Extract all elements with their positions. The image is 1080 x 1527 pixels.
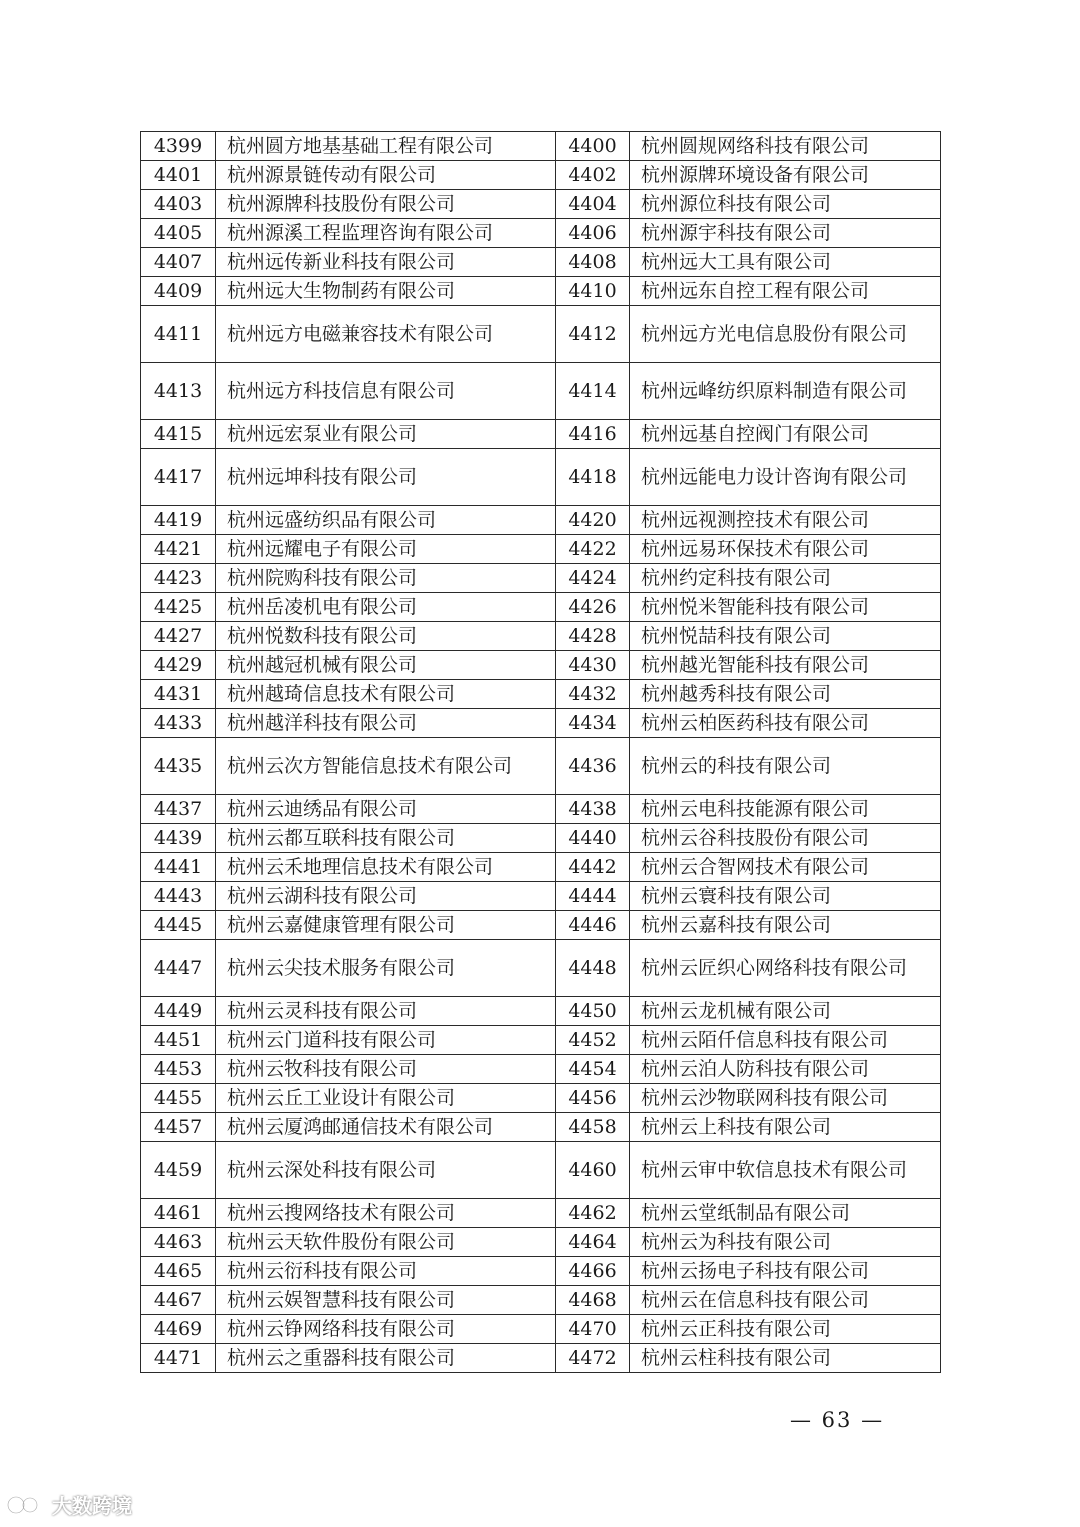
table-row [141, 593, 941, 622]
table-row [141, 1026, 941, 1055]
entry-number: 4446 [556, 911, 630, 940]
company-name: 杭州圆方地基基础工程有限公司 [216, 132, 556, 161]
entry-number: 4464 [556, 1228, 630, 1257]
table-row [141, 622, 941, 651]
company-name: 杭州远基自控阀门有限公司 [630, 420, 941, 449]
table-row [141, 363, 941, 420]
table-row [141, 449, 941, 506]
entry-number: 4458 [556, 1113, 630, 1142]
table-row [141, 190, 941, 219]
company-name: 杭州源景链传动有限公司 [216, 161, 556, 190]
entry-number: 4453 [141, 1055, 216, 1084]
table-row [141, 853, 941, 882]
table-row [141, 1228, 941, 1257]
page-number: — 63 — [790, 1408, 885, 1432]
entry-number: 4410 [556, 277, 630, 306]
table-row [141, 420, 941, 449]
company-name: 杭州云沙物联网科技有限公司 [630, 1084, 941, 1113]
entry-number: 4418 [556, 449, 630, 506]
table-row [141, 651, 941, 680]
entry-number: 4471 [141, 1344, 216, 1373]
company-name: 杭州悦米智能科技有限公司 [630, 593, 941, 622]
company-name: 杭州云堂纸制品有限公司 [630, 1199, 941, 1228]
company-name: 杭州远传新业科技有限公司 [216, 248, 556, 277]
entry-number: 4423 [141, 564, 216, 593]
table-row [141, 1113, 941, 1142]
entry-number: 4419 [141, 506, 216, 535]
company-name: 杭州远峰纺织原料制造有限公司 [630, 363, 941, 420]
entry-number: 4470 [556, 1315, 630, 1344]
entry-number: 4413 [141, 363, 216, 420]
entry-number: 4469 [141, 1315, 216, 1344]
entry-number: 4457 [141, 1113, 216, 1142]
entry-number: 4452 [556, 1026, 630, 1055]
table-row [141, 564, 941, 593]
company-name: 杭州远大生物制药有限公司 [216, 277, 556, 306]
entry-number: 4462 [556, 1199, 630, 1228]
table-row [141, 535, 941, 564]
entry-number: 4420 [556, 506, 630, 535]
entry-number: 4429 [141, 651, 216, 680]
entry-number: 4430 [556, 651, 630, 680]
table-row [141, 277, 941, 306]
company-name: 杭州圆规网络科技有限公司 [630, 132, 941, 161]
company-name: 杭州云丘工业设计有限公司 [216, 1084, 556, 1113]
entry-number: 4450 [556, 997, 630, 1026]
company-name: 杭州悦喆科技有限公司 [630, 622, 941, 651]
entry-number: 4428 [556, 622, 630, 651]
company-name: 杭州源宇科技有限公司 [630, 219, 941, 248]
entry-number: 4439 [141, 824, 216, 853]
entry-number: 4467 [141, 1286, 216, 1315]
company-name: 杭州云的科技有限公司 [630, 738, 941, 795]
company-name: 杭州云搜网络技术有限公司 [216, 1199, 556, 1228]
company-name: 杭州越琦信息技术有限公司 [216, 680, 556, 709]
table-row [141, 506, 941, 535]
table-row [141, 795, 941, 824]
company-name: 杭州云都互联科技有限公司 [216, 824, 556, 853]
entry-number: 4436 [556, 738, 630, 795]
entry-number: 4411 [141, 306, 216, 363]
entry-number: 4443 [141, 882, 216, 911]
entry-number: 4432 [556, 680, 630, 709]
company-name: 杭州远视测控技术有限公司 [630, 506, 941, 535]
entry-number: 4442 [556, 853, 630, 882]
entry-number: 4448 [556, 940, 630, 997]
entry-number: 4449 [141, 997, 216, 1026]
entry-number: 4454 [556, 1055, 630, 1084]
table-row [141, 1199, 941, 1228]
entry-number: 4425 [141, 593, 216, 622]
company-name: 杭州远方科技信息有限公司 [216, 363, 556, 420]
company-name: 杭州云次方智能信息技术有限公司 [216, 738, 556, 795]
entry-number: 4440 [556, 824, 630, 853]
company-name: 杭州云谷科技股份有限公司 [630, 824, 941, 853]
company-name: 杭州远耀电子有限公司 [216, 535, 556, 564]
company-name: 杭州云柱科技有限公司 [630, 1344, 941, 1373]
company-name: 杭州云审中软信息技术有限公司 [630, 1142, 941, 1199]
company-list-table [140, 131, 941, 1373]
entry-number: 4441 [141, 853, 216, 882]
table-row [141, 1315, 941, 1344]
company-name: 杭州云娱智慧科技有限公司 [216, 1286, 556, 1315]
company-name: 杭州云电科技能源有限公司 [630, 795, 941, 824]
table-row [141, 1055, 941, 1084]
company-name: 杭州云匠织心网络科技有限公司 [630, 940, 941, 997]
company-name: 杭州源溪工程监理咨询有限公司 [216, 219, 556, 248]
entry-number: 4438 [556, 795, 630, 824]
table-row [141, 1344, 941, 1373]
company-name: 杭州云合智网技术有限公司 [630, 853, 941, 882]
company-name: 杭州云之重器科技有限公司 [216, 1344, 556, 1373]
entry-number: 4427 [141, 622, 216, 651]
entry-number: 4434 [556, 709, 630, 738]
table-row [141, 161, 941, 190]
entry-number: 4401 [141, 161, 216, 190]
entry-number: 4466 [556, 1257, 630, 1286]
company-name: 杭州云牧科技有限公司 [216, 1055, 556, 1084]
company-name: 杭州云迪绣品有限公司 [216, 795, 556, 824]
company-name: 杭州源牌环境设备有限公司 [630, 161, 941, 190]
company-name: 杭州云灵科技有限公司 [216, 997, 556, 1026]
watermark-text: 大数跨境 [52, 1494, 132, 1518]
table-row [141, 997, 941, 1026]
company-name: 杭州云寰科技有限公司 [630, 882, 941, 911]
entry-number: 4412 [556, 306, 630, 363]
table-row [141, 306, 941, 363]
company-name: 杭州云龙机械有限公司 [630, 997, 941, 1026]
company-name: 杭州云嘉科技有限公司 [630, 911, 941, 940]
company-name: 杭州云扬电子科技有限公司 [630, 1257, 941, 1286]
table-row [141, 1084, 941, 1113]
company-name: 杭州云泊人防科技有限公司 [630, 1055, 941, 1084]
company-name: 杭州云铮网络科技有限公司 [216, 1315, 556, 1344]
company-name: 杭州越光智能科技有限公司 [630, 651, 941, 680]
company-name: 杭州源牌科技股份有限公司 [216, 190, 556, 219]
company-name: 杭州云陌仟信息科技有限公司 [630, 1026, 941, 1055]
company-name: 杭州越秀科技有限公司 [630, 680, 941, 709]
table-row [141, 882, 941, 911]
entry-number: 4414 [556, 363, 630, 420]
entry-number: 4463 [141, 1228, 216, 1257]
entry-number: 4407 [141, 248, 216, 277]
company-name: 杭州云上科技有限公司 [630, 1113, 941, 1142]
entry-number: 4433 [141, 709, 216, 738]
entry-number: 4405 [141, 219, 216, 248]
table-row [141, 709, 941, 738]
table-row [141, 1286, 941, 1315]
entry-number: 4421 [141, 535, 216, 564]
entry-number: 4459 [141, 1142, 216, 1199]
table-body [141, 132, 941, 1373]
table-row [141, 911, 941, 940]
entry-number: 4445 [141, 911, 216, 940]
company-name: 杭州云厦鸿邮通信技术有限公司 [216, 1113, 556, 1142]
company-name: 杭州越冠机械有限公司 [216, 651, 556, 680]
company-name: 杭州云嘉健康管理有限公司 [216, 911, 556, 940]
entry-number: 4451 [141, 1026, 216, 1055]
company-name: 杭州远宏泵业有限公司 [216, 420, 556, 449]
company-name: 杭州云为科技有限公司 [630, 1228, 941, 1257]
company-name: 杭州云在信息科技有限公司 [630, 1286, 941, 1315]
company-name: 杭州云衍科技有限公司 [216, 1257, 556, 1286]
company-name: 杭州云正科技有限公司 [630, 1315, 941, 1344]
table-row [141, 940, 941, 997]
entry-number: 4435 [141, 738, 216, 795]
company-name: 杭州悦数科技有限公司 [216, 622, 556, 651]
entry-number: 4461 [141, 1199, 216, 1228]
entry-number: 4472 [556, 1344, 630, 1373]
company-name: 杭州院购科技有限公司 [216, 564, 556, 593]
entry-number: 4404 [556, 190, 630, 219]
entry-number: 4456 [556, 1084, 630, 1113]
company-name: 杭州云柏医药科技有限公司 [630, 709, 941, 738]
company-name: 杭州远坤科技有限公司 [216, 449, 556, 506]
entry-number: 4400 [556, 132, 630, 161]
table-row [141, 680, 941, 709]
company-name: 杭州远东自控工程有限公司 [630, 277, 941, 306]
entry-number: 4426 [556, 593, 630, 622]
entry-number: 4417 [141, 449, 216, 506]
entry-number: 4455 [141, 1084, 216, 1113]
entry-number: 4408 [556, 248, 630, 277]
company-name: 杭州云深处科技有限公司 [216, 1142, 556, 1199]
company-name: 杭州远大工具有限公司 [630, 248, 941, 277]
table-row [141, 248, 941, 277]
entry-number: 4447 [141, 940, 216, 997]
company-name: 杭州源位科技有限公司 [630, 190, 941, 219]
company-name: 杭州云天软件股份有限公司 [216, 1228, 556, 1257]
entry-number: 4465 [141, 1257, 216, 1286]
entry-number: 4431 [141, 680, 216, 709]
entry-number: 4415 [141, 420, 216, 449]
entry-number: 4460 [556, 1142, 630, 1199]
entry-number: 4424 [556, 564, 630, 593]
company-name: 杭州约定科技有限公司 [630, 564, 941, 593]
company-name: 杭州远方光电信息股份有限公司 [630, 306, 941, 363]
entry-number: 4422 [556, 535, 630, 564]
entry-number: 4406 [556, 219, 630, 248]
company-name: 杭州远易环保技术有限公司 [630, 535, 941, 564]
watermark-logo-icon [6, 1493, 46, 1517]
entry-number: 4399 [141, 132, 216, 161]
company-name: 杭州云尖技术服务有限公司 [216, 940, 556, 997]
entry-number: 4409 [141, 277, 216, 306]
entry-number: 4403 [141, 190, 216, 219]
company-name: 杭州云禾地理信息技术有限公司 [216, 853, 556, 882]
entry-number: 4416 [556, 420, 630, 449]
company-name: 杭州岳凌机电有限公司 [216, 593, 556, 622]
company-name: 杭州远盛纺织品有限公司 [216, 506, 556, 535]
entry-number: 4468 [556, 1286, 630, 1315]
company-name: 杭州远能电力设计咨询有限公司 [630, 449, 941, 506]
entry-number: 4437 [141, 795, 216, 824]
table-row [141, 132, 941, 161]
company-name: 杭州云湖科技有限公司 [216, 882, 556, 911]
table-row [141, 219, 941, 248]
entry-number: 4402 [556, 161, 630, 190]
table-row [141, 738, 941, 795]
table-row [141, 1257, 941, 1286]
watermark [6, 1490, 132, 1519]
table-row [141, 1142, 941, 1199]
table-row [141, 824, 941, 853]
company-name: 杭州越洋科技有限公司 [216, 709, 556, 738]
entry-number: 4444 [556, 882, 630, 911]
company-name: 杭州远方电磁兼容技术有限公司 [216, 306, 556, 363]
company-name: 杭州云门道科技有限公司 [216, 1026, 556, 1055]
